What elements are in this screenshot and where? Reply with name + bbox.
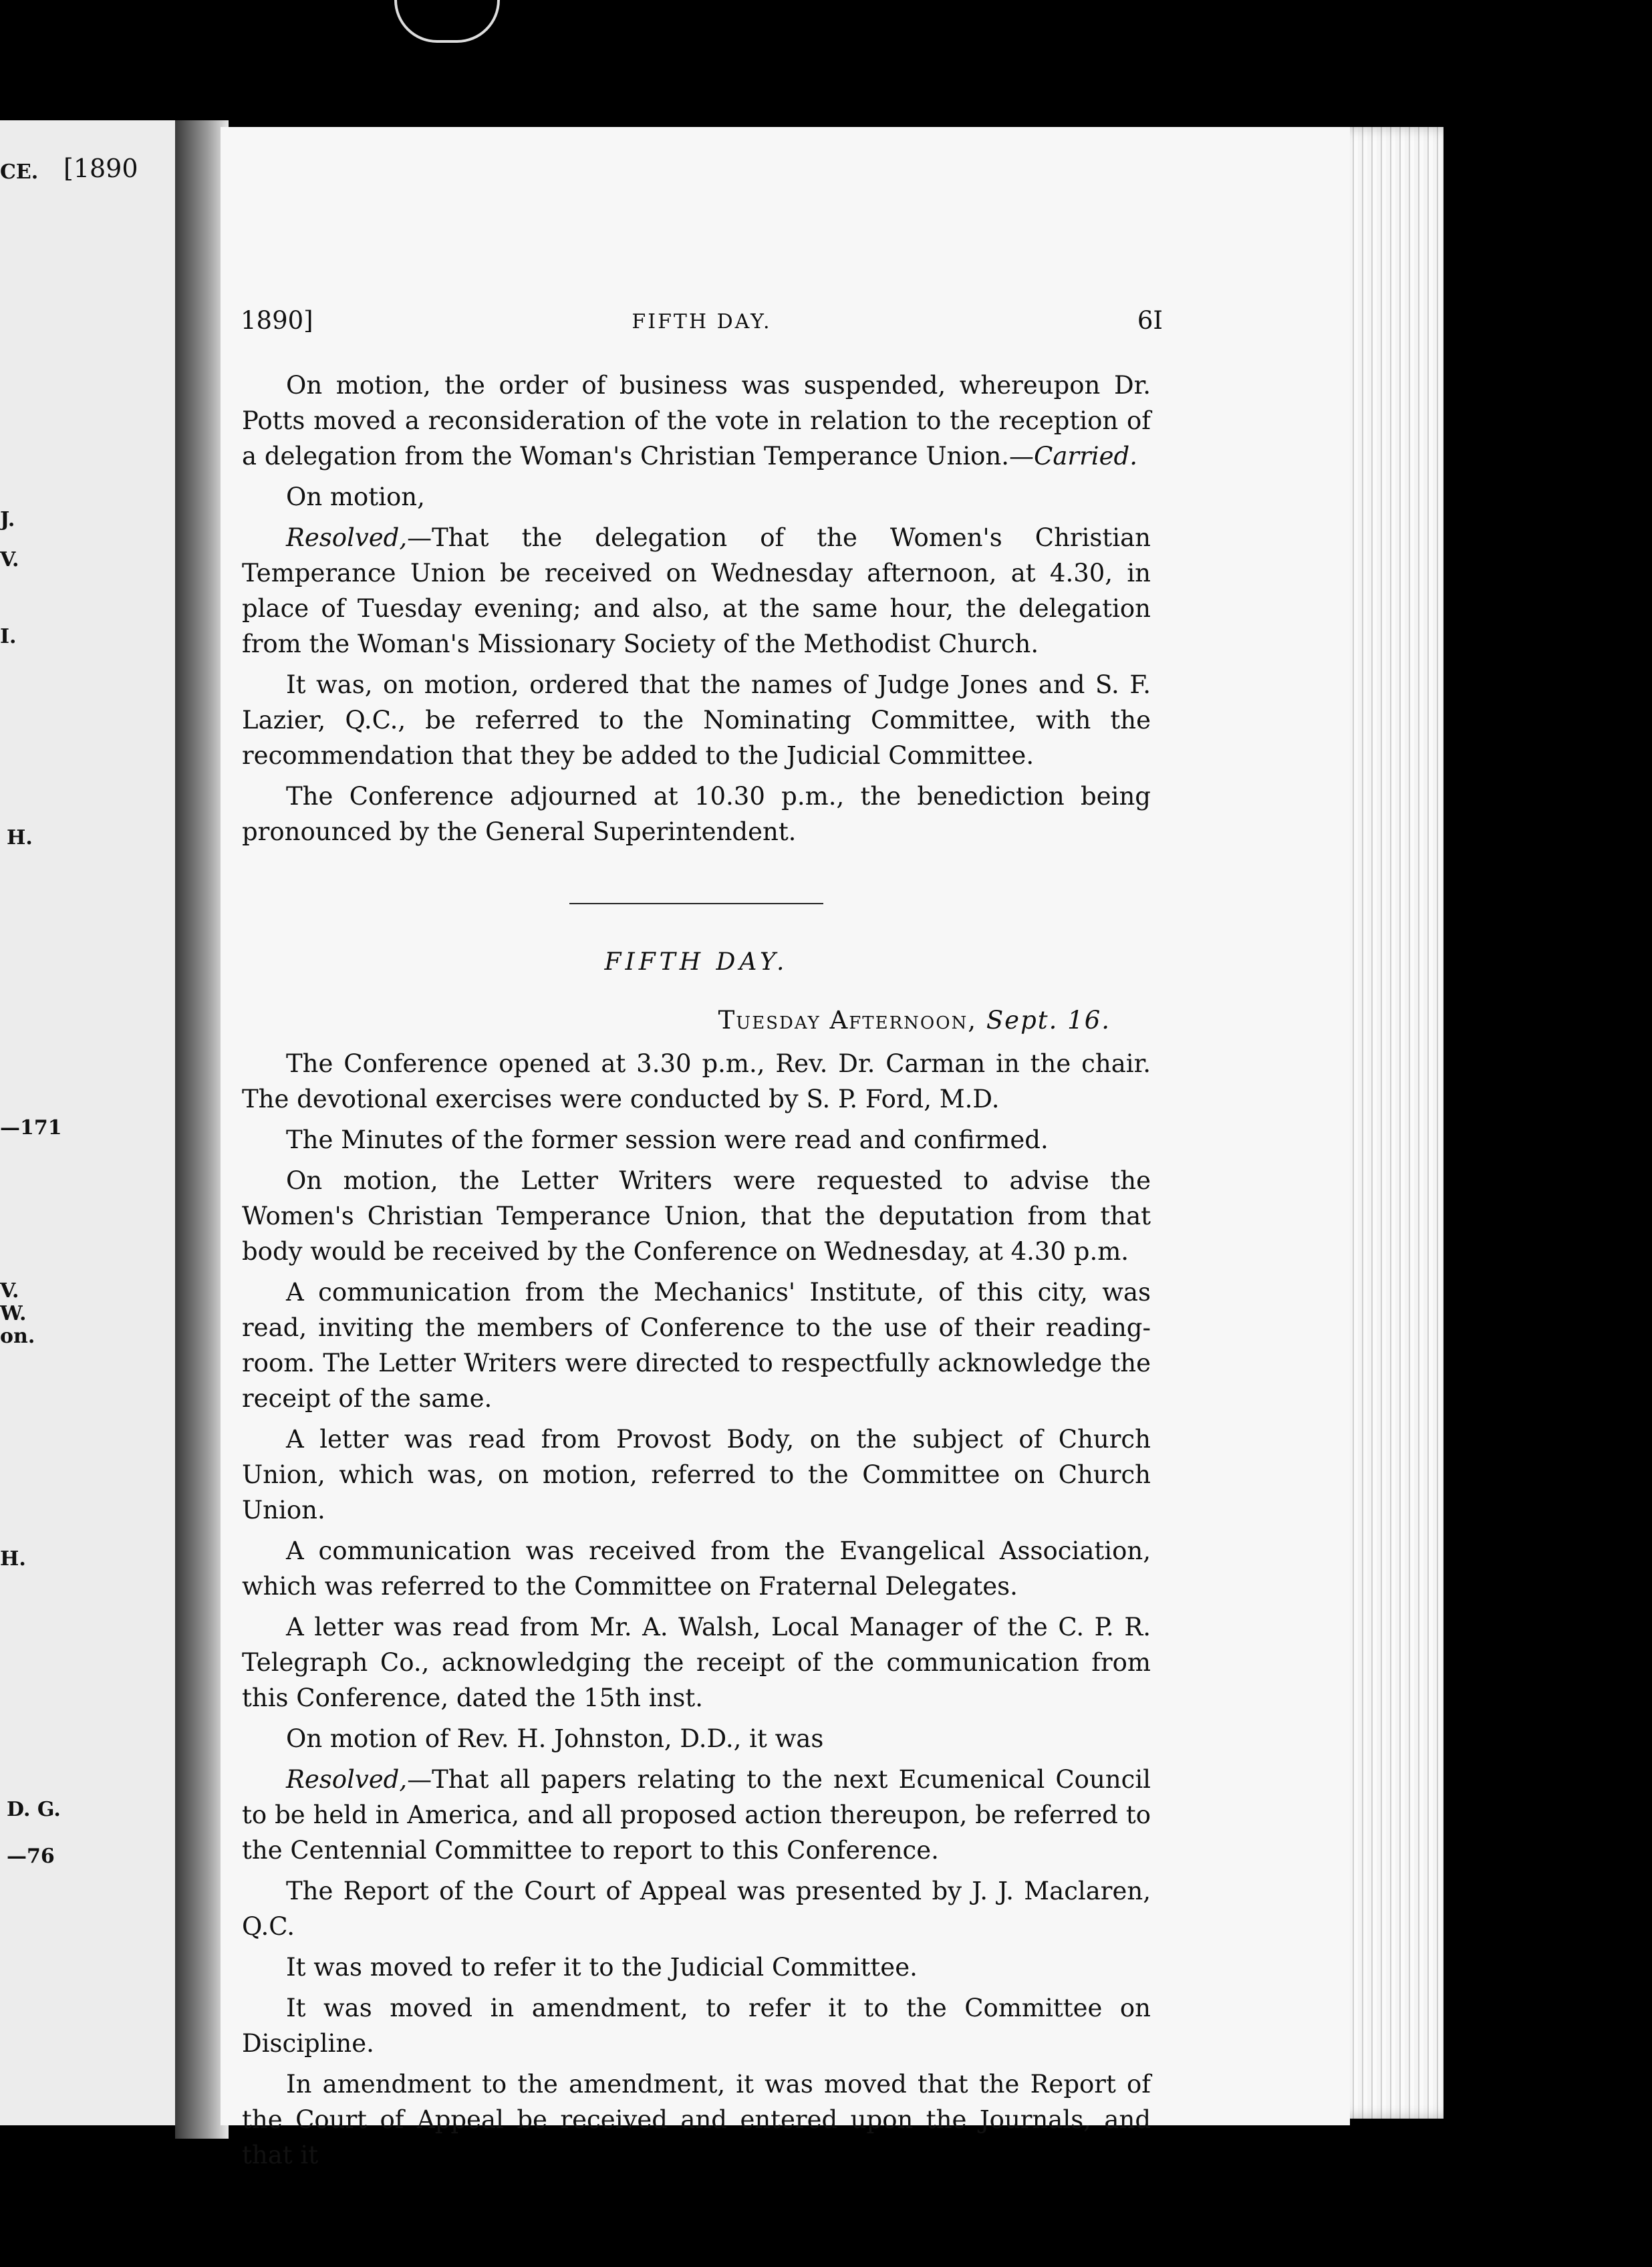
- left-margin-text: I.: [0, 625, 17, 648]
- paragraph-text-italic: Carried.: [1034, 442, 1137, 471]
- paragraph: The Conference adjourned at 10.30 p.m., the benediction being pronounced by the General Superintendent.: [242, 782, 1151, 846]
- paragraph: On motion,: [286, 483, 425, 511]
- left-margin-text: on.: [0, 1325, 35, 1348]
- left-margin-text: D. G.: [7, 1798, 61, 1821]
- left-margin-text: W.: [0, 1302, 27, 1325]
- left-margin-text: H.: [0, 1547, 26, 1571]
- section-divider: [569, 903, 823, 904]
- left-margin-text: V.: [0, 548, 19, 571]
- left-margin-text: —76: [7, 1845, 55, 1868]
- section-title: FIFTH DAY.: [604, 948, 789, 976]
- dateline-date: Sept. 16.: [986, 1006, 1111, 1035]
- paragraph: The Conference opened at 3.30 p.m., Rev. Dr. Carman in the chair. The devotional exercises were conducted by S. P. Ford, M.D.: [242, 1049, 1151, 1113]
- dateline: [242, 1003, 1151, 1038]
- paragraph-text: On motion, the order of business was suspended, whereupon Dr. Potts moved a reconsideration of the vote in relation to the reception of a delegation from the Woman's Christian Temperance Union.—: [242, 371, 1151, 471]
- page-body: [242, 368, 1151, 2178]
- paragraph: [242, 520, 1151, 662]
- paragraph: The Report of the Court of Appeal was presented by J. J. Maclaren, Q.C.: [242, 1877, 1151, 1941]
- running-head-title: FIFTH DAY.: [632, 310, 772, 334]
- left-margin-text: CE.: [0, 160, 39, 184]
- paragraph: A communication was received from the Evangelical Association, which was referred to the Committee on Fraternal Delegates.: [242, 1537, 1151, 1601]
- left-margin-text: [1890: [63, 154, 138, 183]
- left-margin-text: J.: [0, 508, 15, 531]
- paragraph: It was moved in amendment, to refer it to the Committee on Discipline.: [242, 1994, 1151, 2058]
- paragraph: A letter was read from Provost Body, on the subject of Church Union, which was, on motion, referred to the Committee on Church Union.: [242, 1425, 1151, 1524]
- paragraph: [242, 1762, 1151, 1868]
- paragraph: On motion of Rev. H. Johnston, D.D., it was: [286, 1724, 824, 1753]
- paragraph: A communication from the Mechanics' Institute, of this city, was read, inviting the members of Conference to the use of their reading-room. The Letter Writers were directed to respectfully acknowledge the receipt of the same.: [242, 1278, 1151, 1413]
- left-margin-text: H.: [7, 826, 33, 849]
- paragraph: It was moved to refer it to the Judicial Committee.: [286, 1953, 918, 1982]
- paragraph: It was, on motion, ordered that the names of Judge Jones and S. F. Lazier, Q.C., be referred to the Nominating Committee, with the recommendation that they be added to the Judicial Committee.: [242, 670, 1151, 770]
- paragraph-text: —That all papers relating to the next Ecumenical Council to be held in America, and all proposed action thereupon, be referred to the Centennial Committee to report to this Conference.: [242, 1765, 1151, 1865]
- paragraph: [242, 368, 1151, 474]
- left-margin-text: V.: [0, 1279, 19, 1303]
- running-head-year: 1890]: [241, 306, 313, 335]
- page-curl-mark: [394, 0, 500, 43]
- right-page: [221, 127, 1350, 2169]
- paragraph-text: —That the delegation of the Women's Christian Temperance Union be received on Wednesday afternoon, at 4.30, in place of Tuesday evening; and also, at the same hour, the delegation from the Woman's Missionary Society of the Methodist Church.: [242, 523, 1151, 658]
- left-margin-text: —171: [0, 1116, 62, 1140]
- paragraph: On motion, the Letter Writers were requested to advise the Women's Christian Temperance Union, that the deputation from that body would be received by the Conference on Wednesday, at 4.30 p.m.: [242, 1166, 1151, 1266]
- paragraph-text-italic: Resolved,: [286, 1765, 408, 1794]
- page-number: 6I: [1137, 306, 1163, 335]
- paragraph: The Minutes of the former session were read and confirmed.: [286, 1125, 1049, 1154]
- paragraph: A letter was read from Mr. A. Walsh, Local Manager of the C. P. R. Telegraph Co., acknowledging the receipt of the communication from this Conference, dated the 15th inst.: [242, 1613, 1151, 1712]
- left-page-fragment: [0, 120, 175, 2125]
- dateline-text: Tuesday Afternoon,: [718, 1006, 978, 1035]
- paragraph-text-italic: Resolved,: [286, 523, 408, 552]
- paragraph: In amendment to the amendment, it was moved that the Report of the Court of Appeal be received and entered upon the Journals, and that it: [242, 2070, 1151, 2169]
